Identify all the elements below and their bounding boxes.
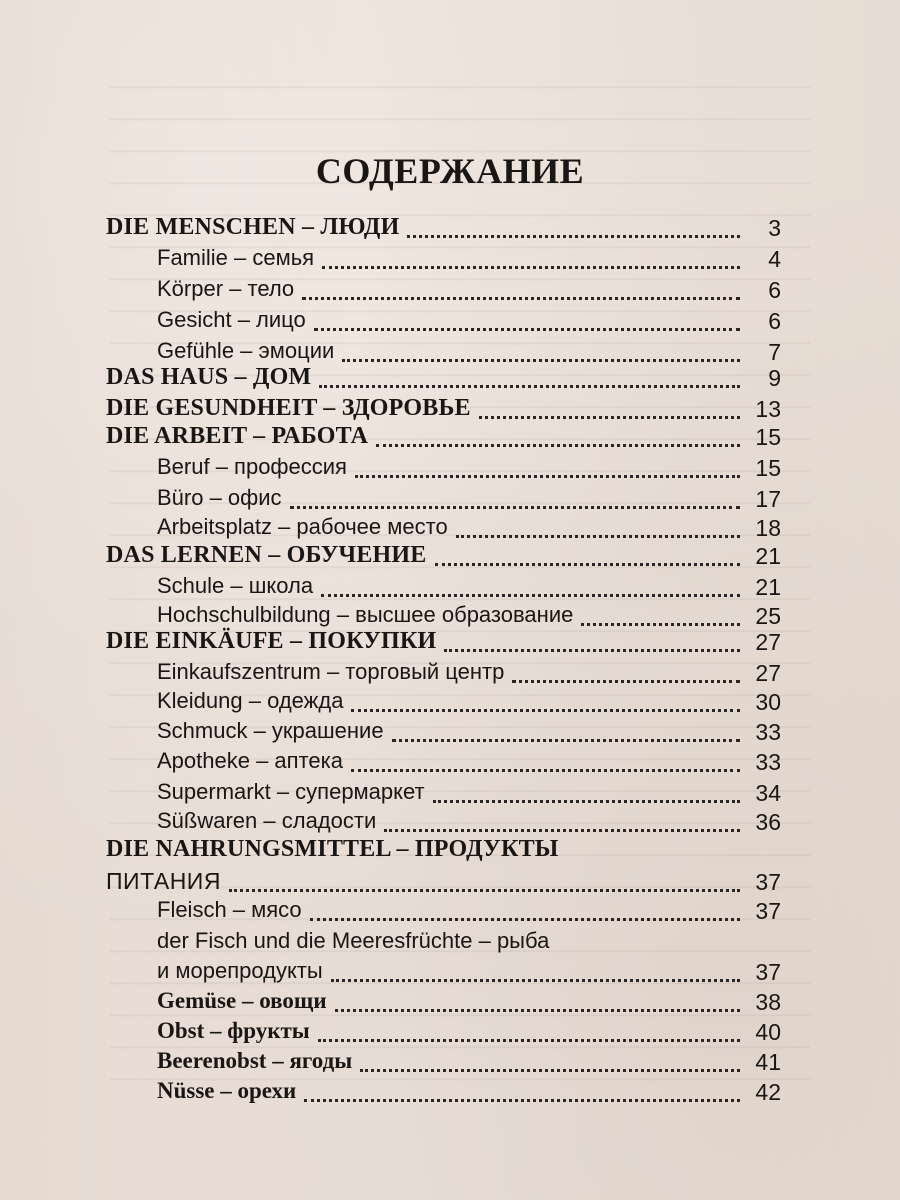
toc-entry-page-number: 33 [755, 749, 781, 775]
toc-entry [0, 274, 900, 306]
toc-entry-page-number: 37 [755, 869, 781, 895]
toc-entry-page-number: 42 [755, 1079, 781, 1105]
toc-entry [0, 1076, 900, 1108]
toc-entry-label: DIE MENSCHEN – ЛЮДИ [106, 214, 400, 240]
toc-entry-label: DIE EINKÄUFE – ПОКУПКИ [106, 628, 437, 654]
toc-entry [0, 452, 900, 484]
toc-entry [0, 986, 900, 1018]
dot-leader [331, 965, 740, 982]
toc-entry-page-number: 4 [768, 246, 781, 272]
toc-entry [0, 686, 900, 718]
toc-entry-page-number: 6 [768, 308, 781, 334]
toc-entry [0, 626, 900, 658]
toc-entry [0, 834, 900, 866]
dot-leader [319, 371, 740, 388]
toc-entry [0, 1046, 900, 1078]
toc-entry [0, 243, 900, 275]
toc-entry-label: ПИТАНИЯ [106, 868, 221, 894]
toc-entry [0, 305, 900, 337]
toc-entry-label: DAS LERNEN – ОБУЧЕНИЕ [106, 542, 427, 568]
toc-entry [0, 716, 900, 748]
dot-leader [512, 666, 740, 683]
toc-entry-page-number: 37 [755, 959, 781, 985]
dot-leader [314, 314, 740, 331]
dot-leader [290, 492, 740, 509]
toc-entry-page-number: 15 [755, 455, 781, 481]
dot-leader [384, 815, 740, 832]
toc-entry-label: Büro – офис [157, 485, 282, 510]
toc-entry-label: Familie – семья [157, 245, 315, 270]
toc-entry-page-number: 3 [768, 215, 781, 241]
dot-leader [355, 461, 740, 478]
dot-leader [302, 283, 740, 300]
toc-entry [0, 926, 900, 958]
toc-entry-page-number: 17 [755, 486, 781, 512]
toc-entry [0, 746, 900, 778]
toc-entry-label: Einkaufszentrum – торговый центр [157, 659, 505, 684]
toc-entry-label: DIE ARBEIT – РАБОТА [106, 423, 369, 449]
toc-entry-label: DIE NAHRUNGSMITTEL – ПРОДУКТЫ [106, 836, 559, 862]
toc-entry [0, 212, 900, 244]
dot-leader [435, 549, 740, 566]
dot-leader [479, 402, 740, 419]
toc-entry [0, 483, 900, 515]
toc-entry [0, 1016, 900, 1048]
toc-entry-label: и морепродукты [157, 958, 323, 983]
toc-entry-label: Nüsse – орехи [157, 1078, 297, 1103]
toc-entry-label: Kleidung – одежда [157, 688, 344, 713]
toc-entry-page-number: 9 [768, 365, 781, 391]
toc-entry-page-number: 7 [768, 339, 781, 365]
dot-leader [376, 430, 740, 447]
toc-entry [0, 421, 900, 453]
toc-entry-page-number: 34 [755, 780, 781, 806]
dot-leader [360, 1055, 740, 1072]
toc-entry-page-number: 41 [755, 1049, 781, 1075]
toc-entry-page-number: 13 [755, 396, 781, 422]
toc-entry-page-number: 15 [755, 424, 781, 450]
dot-leader [342, 345, 740, 362]
toc-entry-label: Gefühle – эмоции [157, 338, 335, 363]
toc-entry-label: Schule – школа [157, 573, 314, 598]
toc-entry [0, 540, 900, 572]
toc-entry-label: Supermarkt – супермаркет [157, 779, 425, 804]
dot-leader [581, 609, 740, 626]
toc-entry-page-number: 18 [755, 515, 781, 541]
toc-entry [0, 362, 900, 394]
toc-entry-page-number: 36 [755, 809, 781, 835]
toc-entry-page-number: 27 [755, 660, 781, 686]
dot-leader [351, 755, 740, 772]
toc-entry-label: Gemüse – овощи [157, 988, 327, 1013]
toc-entry-page-number: 6 [768, 277, 781, 303]
toc-entry-page-number: 37 [755, 898, 781, 924]
toc-entry-page-number: 40 [755, 1019, 781, 1045]
toc-entry-page-number: 33 [755, 719, 781, 745]
toc-entry-page-number: 21 [755, 574, 781, 600]
dot-leader [407, 221, 740, 238]
dot-leader [433, 786, 740, 803]
toc-entry [0, 571, 900, 603]
dot-leader [444, 635, 740, 652]
dot-leader [304, 1085, 740, 1102]
toc-entry-page-number: 38 [755, 989, 781, 1015]
dot-leader [456, 521, 740, 538]
toc-entry [0, 895, 900, 927]
toc-entry [0, 777, 900, 809]
dot-leader [229, 875, 740, 892]
toc-entry [0, 657, 900, 689]
toc-entry [0, 866, 900, 898]
toc-entry-label: Hochschulbildung – высшее образование [157, 602, 574, 627]
toc-entry-label: der Fisch und die Meeresfrüchte – рыба [157, 928, 550, 953]
toc-entry [0, 956, 900, 988]
toc-entry-page-number: 27 [755, 629, 781, 655]
dot-leader [392, 725, 740, 742]
toc-entry-label: Apotheke – аптека [157, 748, 343, 773]
toc-entry-page-number: 30 [755, 689, 781, 715]
toc-entry-label: Arbeitsplatz – рабочее место [157, 514, 448, 539]
toc-entry-page-number: 25 [755, 603, 781, 629]
toc-entry-label: DIE GESUNDHEIT – ЗДОРОВЬЕ [106, 395, 471, 421]
page-title: СОДЕРЖАНИЕ [315, 151, 585, 191]
toc-entry-label: Obst – фрукты [157, 1018, 310, 1043]
toc-entry-label: DAS HAUS – ДОМ [106, 364, 312, 390]
dot-leader [351, 695, 740, 712]
dot-leader [322, 252, 740, 269]
toc-entry-label: Körper – тело [157, 276, 295, 301]
toc-entry-page-number: 21 [755, 543, 781, 569]
toc-entry-label: Beruf – профессия [157, 454, 347, 479]
dot-leader [318, 1025, 740, 1042]
toc-entry-label: Gesicht – лицо [157, 307, 306, 332]
toc-entry-label: Süßwaren – сладости [157, 808, 377, 833]
toc-entry-label: Fleisch – мясо [157, 897, 302, 922]
toc-entry-label: Beerenobst – ягоды [157, 1048, 353, 1073]
dot-leader [310, 904, 740, 921]
dot-leader [335, 995, 740, 1012]
dot-leader [321, 580, 740, 597]
toc-entry-label: Schmuck – украшение [157, 718, 384, 743]
